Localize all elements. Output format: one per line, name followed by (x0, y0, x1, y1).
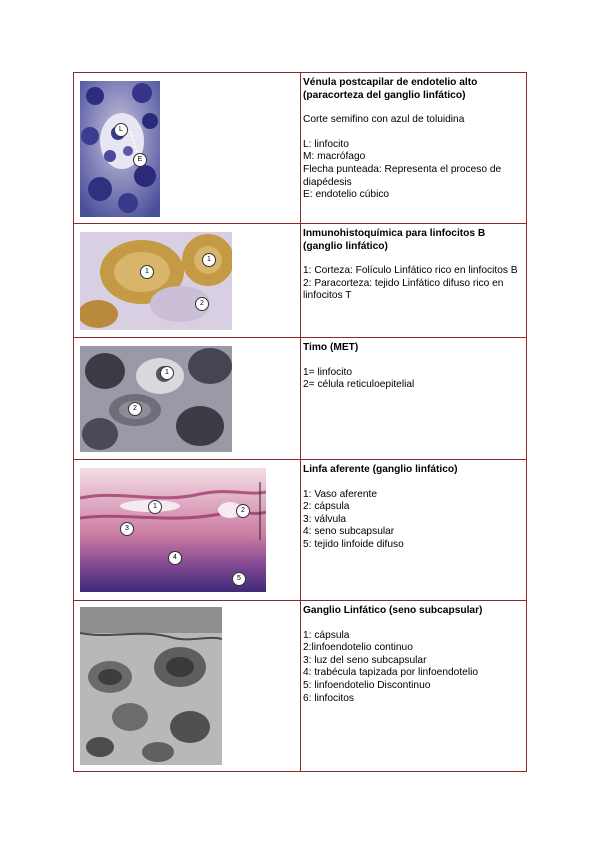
description-cell (303, 228, 523, 303)
he-stain-micrograph-icon (80, 468, 266, 592)
legend-item: 4: trabécula tapizada por linfoendotelio (303, 667, 479, 679)
legend-item: 6: linfocitos (303, 692, 354, 704)
description-cell (303, 77, 523, 202)
image-cell (74, 73, 300, 223)
image-cell (74, 338, 300, 459)
description-cell (303, 605, 523, 705)
callout-label: 2 (236, 504, 250, 518)
legend-item: 1: Vaso aferente (303, 488, 378, 500)
callout-label: 3 (120, 522, 134, 536)
legend-item: 2: Paracorteza: tejido Linfático difuso rico en linfocitos T (303, 277, 504, 302)
legend-item: 5: tejido linfoide difuso (303, 538, 404, 550)
callout-label: 4 (168, 551, 182, 565)
legend-item: 3: válvula (303, 513, 347, 525)
description-cell (303, 464, 523, 552)
row-title: Linfa aferente (ganglio linfático) (303, 464, 458, 475)
callout-label: L (114, 123, 128, 137)
legend-item: 1: Corteza: Folículo Linfático rico en linfocitos B (303, 265, 518, 277)
legend-item: 2= célula reticuloepitelial (303, 379, 415, 391)
legend-item: M: macrófago (303, 151, 366, 163)
callout-label: 1 (140, 265, 154, 279)
legend-item: 1= linfocito (303, 366, 352, 378)
legend-item: Flecha punteada: Representa el proceso de diapédesis (303, 163, 502, 188)
description-cell (303, 342, 523, 392)
table-row (74, 224, 526, 338)
callout-label: 2 (128, 402, 142, 416)
table-row (74, 73, 526, 224)
callout-label: 5 (232, 572, 246, 586)
legend-item: 4: seno subcapsular (303, 526, 395, 538)
callout-label: 2 (195, 297, 209, 311)
legend-item: 2: cápsula (303, 501, 350, 513)
row-title: Vénula postcapilar de endotelio alto (paracorteza del ganglio linfático) (303, 77, 478, 101)
table-row (74, 460, 526, 601)
table-row (74, 601, 526, 771)
callout-label: 1 (202, 253, 216, 267)
legend-item: 3: luz del seno subcapsular (303, 654, 427, 666)
image-cell (74, 460, 300, 600)
electron-micrograph-icon (80, 607, 222, 765)
callout-label: E (133, 153, 147, 167)
callout-label: 1 (160, 366, 174, 380)
image-cell (74, 224, 300, 337)
legend-item: L: linfocito (303, 138, 349, 150)
row-title: Timo (MET) (303, 342, 359, 353)
tem-micrograph-icon (80, 346, 232, 452)
row-title: Ganglio Linfático (seno subcapsular) (303, 605, 483, 616)
image-cell (74, 601, 300, 771)
table-row (74, 338, 526, 460)
legend-item: E: endotelio cúbico (303, 189, 390, 201)
immunohistochemistry-micrograph-icon (80, 232, 232, 330)
legend-item: 5: linfoendotelio Discontinuo (303, 679, 431, 691)
histology-table (73, 72, 527, 772)
legend-item: 1: cápsula (303, 629, 350, 641)
toluidine-blue-micrograph-icon (80, 81, 160, 217)
legend-item: 2:linfoendotelio continuo (303, 642, 413, 654)
row-title: Inmunohistoquímica para linfocitos B (ganglio linfático) (303, 228, 486, 252)
row-lead: Corte semifino con azul de toluidina (303, 114, 465, 126)
callout-label: 1 (148, 500, 162, 514)
